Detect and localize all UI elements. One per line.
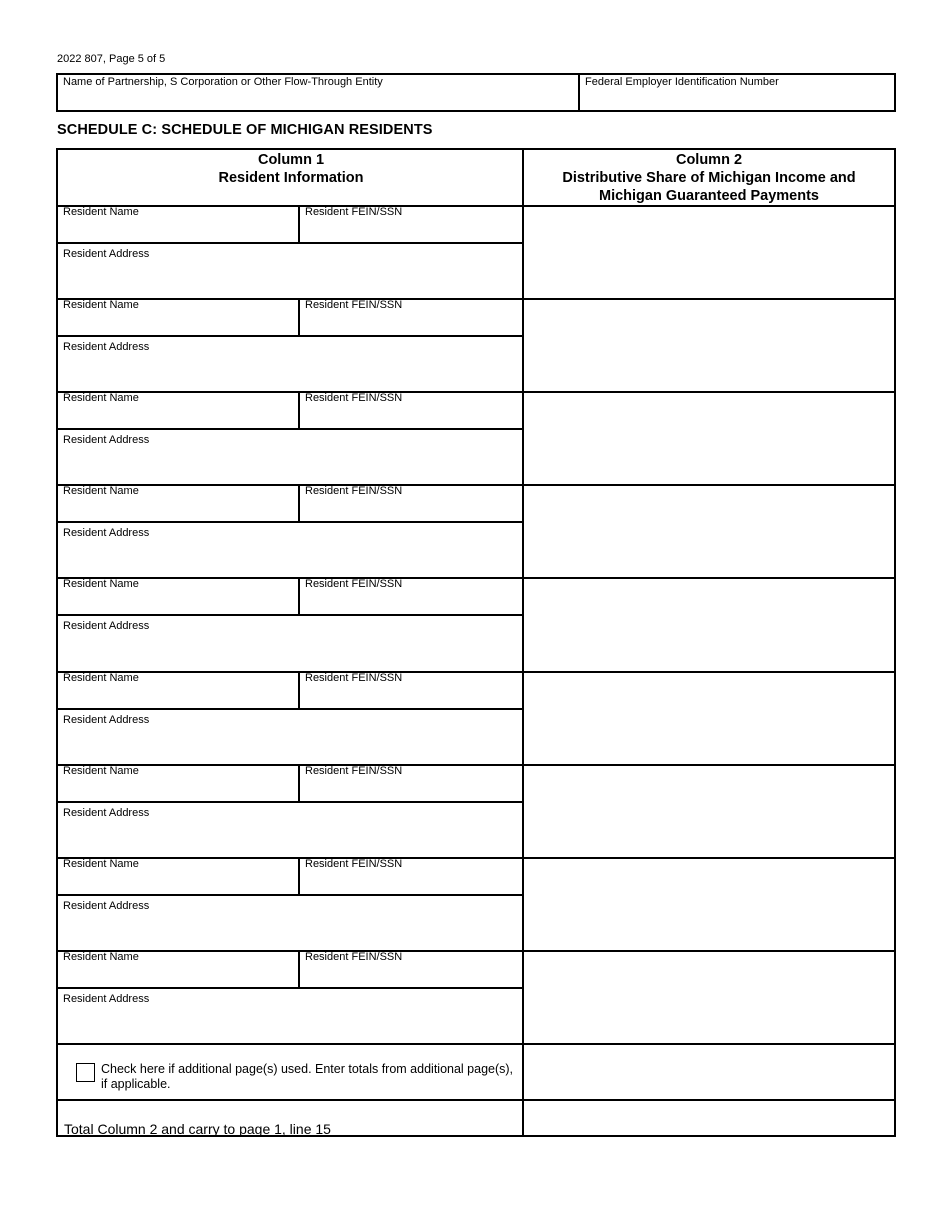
resident-address-label: Resident Address xyxy=(63,341,150,353)
fein-field[interactable] xyxy=(580,75,894,110)
distributive-share-field[interactable] xyxy=(524,300,894,391)
resident-fein-ssn-field[interactable] xyxy=(300,673,522,707)
resident-name-field[interactable] xyxy=(58,393,298,427)
resident-address-field[interactable] xyxy=(58,896,522,950)
column1-heading: Column 1 xyxy=(257,152,325,168)
residents-table xyxy=(56,148,896,1137)
resident-fein-ssn-label: Resident FEIN/SSN xyxy=(305,578,403,590)
resident-fein-ssn-label: Resident FEIN/SSN xyxy=(305,765,403,777)
distributive-share-field[interactable] xyxy=(524,393,894,484)
distributive-share-field[interactable] xyxy=(524,486,894,577)
column2-header xyxy=(524,150,894,206)
resident-fein-ssn-label: Resident FEIN/SSN xyxy=(305,858,403,870)
resident-name-field[interactable] xyxy=(58,486,298,520)
total-amount[interactable] xyxy=(524,1101,894,1135)
column2-subheading-line2: Michigan Guaranteed Payments xyxy=(599,188,819,204)
resident-name-field[interactable] xyxy=(58,207,298,241)
resident-address-label: Resident Address xyxy=(63,714,150,726)
resident-name-label: Resident Name xyxy=(63,672,139,684)
column1-subheading: Resident Information xyxy=(218,170,364,186)
resident-address-label: Resident Address xyxy=(63,527,150,539)
distributive-share-field[interactable] xyxy=(524,766,894,857)
resident-name-label: Resident Name xyxy=(63,299,139,311)
resident-fein-ssn-label: Resident FEIN/SSN xyxy=(305,485,403,497)
distributive-share-field[interactable] xyxy=(524,673,894,764)
resident-fein-ssn-field[interactable] xyxy=(300,300,522,334)
entity-name-field[interactable] xyxy=(58,75,578,110)
resident-name-field[interactable] xyxy=(58,952,298,986)
additional-pages-amount[interactable] xyxy=(524,1044,894,1098)
resident-name-label: Resident Name xyxy=(63,765,139,777)
resident-fein-ssn-field[interactable] xyxy=(300,393,522,427)
resident-name-field[interactable] xyxy=(58,673,298,707)
resident-fein-ssn-field[interactable] xyxy=(300,859,522,893)
schedule-title: SCHEDULE C: SCHEDULE OF MICHIGAN RESIDENTS xyxy=(57,122,433,138)
resident-fein-ssn-field[interactable] xyxy=(300,207,522,241)
distributive-share-field[interactable] xyxy=(524,952,894,1043)
resident-address-label: Resident Address xyxy=(63,993,150,1005)
form-page-number: 2022 807, Page 5 of 5 xyxy=(57,53,166,65)
resident-name-field[interactable] xyxy=(58,859,298,893)
resident-fein-ssn-label: Resident FEIN/SSN xyxy=(305,206,403,218)
resident-address-label: Resident Address xyxy=(63,434,150,446)
resident-address-label: Resident Address xyxy=(63,248,150,260)
resident-address-field[interactable] xyxy=(58,244,522,298)
additional-pages-checkbox[interactable] xyxy=(76,1063,95,1082)
column2-subheading-line1: Distributive Share of Michigan Income and xyxy=(562,170,856,186)
resident-address-field[interactable] xyxy=(58,616,522,671)
resident-address-label: Resident Address xyxy=(63,620,150,632)
resident-fein-ssn-field[interactable] xyxy=(300,952,522,986)
resident-name-label: Resident Name xyxy=(63,485,139,497)
resident-address-field[interactable] xyxy=(58,337,522,391)
entity-name-label: Name of Partnership, S Corporation or Other Flow-Through Entity xyxy=(63,76,383,88)
resident-address-field[interactable] xyxy=(58,523,522,577)
entity-info-box xyxy=(56,73,896,112)
resident-address-field[interactable] xyxy=(58,803,522,857)
resident-name-label: Resident Name xyxy=(63,392,139,404)
resident-address-field[interactable] xyxy=(58,710,522,764)
column2-heading: Column 2 xyxy=(675,152,743,168)
additional-pages-text: Check here if additional page(s) used. Enter totals from additional page(s), if applicable. xyxy=(101,1062,514,1091)
resident-fein-ssn-label: Resident FEIN/SSN xyxy=(305,672,403,684)
distributive-share-field[interactable] xyxy=(524,207,894,298)
resident-fein-ssn-field[interactable] xyxy=(300,486,522,520)
resident-fein-ssn-field[interactable] xyxy=(300,579,522,613)
distributive-share-field[interactable] xyxy=(524,579,894,671)
resident-name-field[interactable] xyxy=(58,300,298,334)
resident-name-label: Resident Name xyxy=(63,206,139,218)
total-label: Total Column 2 and carry to page 1, line 15 xyxy=(64,1121,331,1137)
resident-fein-ssn-label: Resident FEIN/SSN xyxy=(305,392,403,404)
fein-label: Federal Employer Identification Number xyxy=(585,76,779,88)
resident-fein-ssn-field[interactable] xyxy=(300,766,522,800)
resident-name-field[interactable] xyxy=(58,766,298,800)
resident-address-field[interactable] xyxy=(58,989,522,1043)
resident-name-field[interactable] xyxy=(58,579,298,613)
resident-address-label: Resident Address xyxy=(63,807,150,819)
resident-address-field[interactable] xyxy=(58,430,522,484)
resident-fein-ssn-label: Resident FEIN/SSN xyxy=(305,951,403,963)
resident-name-label: Resident Name xyxy=(63,951,139,963)
resident-fein-ssn-label: Resident FEIN/SSN xyxy=(305,299,403,311)
resident-address-label: Resident Address xyxy=(63,900,150,912)
distributive-share-field[interactable] xyxy=(524,859,894,950)
resident-name-label: Resident Name xyxy=(63,858,139,870)
column1-header xyxy=(58,150,524,206)
resident-name-label: Resident Name xyxy=(63,578,139,590)
